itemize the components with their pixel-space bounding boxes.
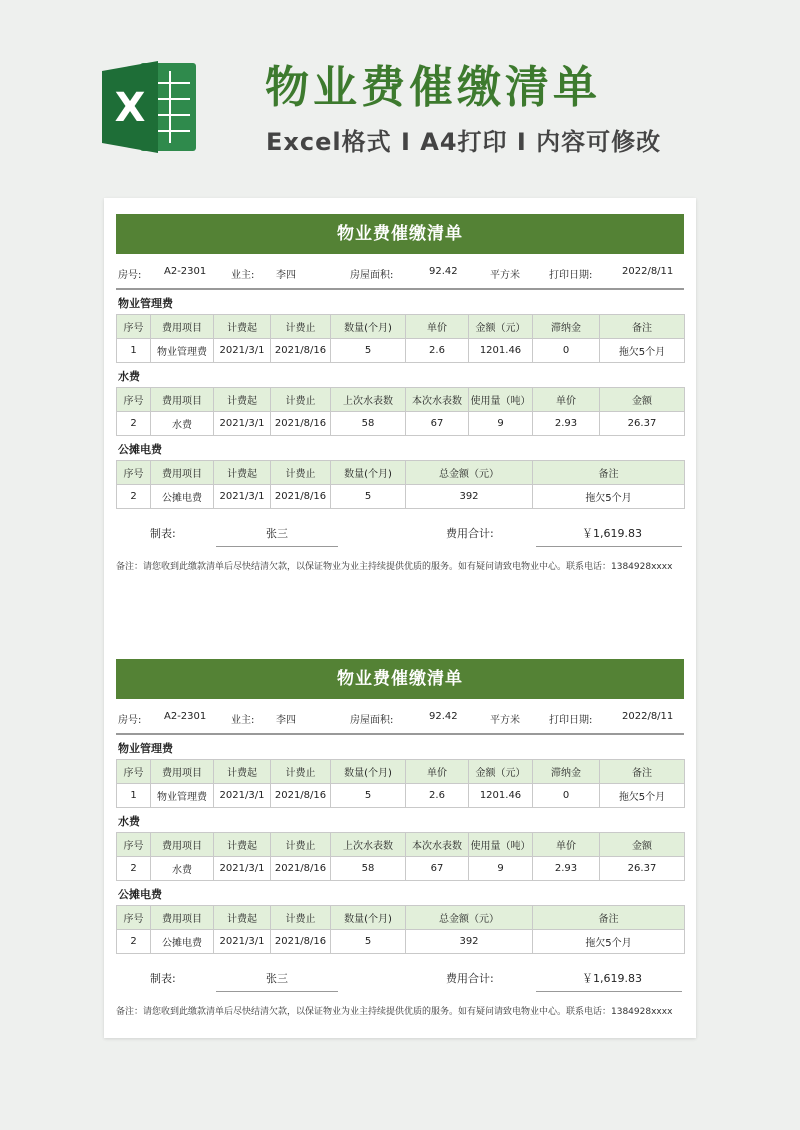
water-section-label: 水费 [118,370,140,383]
column-header: 备注 [600,315,685,339]
table-cell: 物业管理费 [151,339,214,363]
table-cell: 公摊电费 [151,930,214,954]
column-header: 计费起 [214,906,271,930]
table-cell: 5 [331,485,406,509]
table-cell: 392 [406,485,533,509]
signature-row [116,954,684,994]
column-header: 上次水表数 [331,388,406,412]
column-header: 备注 [533,461,685,485]
table-cell: 2 [117,857,151,881]
bill-title-banner: 物业费催缴清单 [116,214,684,254]
total-underline [536,546,682,547]
water-section-label: 水费 [118,815,140,828]
column-header: 费用项目 [151,833,214,857]
column-header: 金额（元） [469,315,533,339]
page-title: 物业费催缴清单 [265,62,601,113]
column-header: 计费止 [271,833,331,857]
signature-row [116,509,684,549]
column-header: 序号 [117,760,151,784]
column-header: 计费起 [214,760,271,784]
column-header: 数量(个月) [331,760,406,784]
bill-info-row [116,254,684,290]
table-cell: 2.93 [533,412,600,436]
table-cell: 392 [406,930,533,954]
area-label: 房屋面积: [350,270,394,281]
total-value: ￥1,619.83 [582,972,642,985]
maker-label: 制表: [150,972,176,985]
table-cell: 水费 [151,412,214,436]
table-cell: 拖欠5个月 [533,485,685,509]
table-cell: 1 [117,784,151,808]
table-cell: 2021/8/16 [271,485,331,509]
table-header-row [117,461,685,485]
column-header: 单价 [533,388,600,412]
maker-value: 张三 [266,527,288,540]
table-cell: 2021/3/1 [214,930,271,954]
column-header: 费用项目 [151,461,214,485]
column-header: 计费止 [271,760,331,784]
column-header: 计费止 [271,315,331,339]
column-header: 滞纳金 [533,760,600,784]
column-header: 金额 [600,833,685,857]
table-row [117,784,685,808]
total-underline [536,991,682,992]
table-cell: 1201.46 [469,784,533,808]
column-header: 费用项目 [151,315,214,339]
column-header: 数量(个月) [331,315,406,339]
maker-value: 张三 [266,972,288,985]
table-header-row [117,388,685,412]
table-cell: 2.6 [406,784,469,808]
bill-info-row [116,699,684,735]
column-header: 数量(个月) [331,461,406,485]
table-cell: 58 [331,412,406,436]
table-cell: 0 [533,339,600,363]
page-subtitle: Excel格式 I A4打印 I 内容可修改 [266,128,662,156]
table-cell: 2021/3/1 [214,339,271,363]
table-cell: 公摊电费 [151,485,214,509]
excel-logo-icon [100,57,200,157]
table-cell: 2021/8/16 [271,857,331,881]
water-fee-table [116,832,685,881]
column-header: 上次水表数 [331,833,406,857]
table-cell: 26.37 [600,857,685,881]
table-cell: 26.37 [600,412,685,436]
area-unit: 平方米 [490,270,520,281]
table-header-row [117,833,685,857]
total-label: 费用合计: [446,972,494,985]
header [0,0,800,190]
mgmt-section-label: 物业管理费 [118,297,173,310]
column-header: 费用项目 [151,388,214,412]
table-cell: 2021/3/1 [214,784,271,808]
column-header: 备注 [533,906,685,930]
total-value: ￥1,619.83 [582,527,642,540]
excel-logo-letter: X [114,85,146,131]
owner-label: 业主: [231,715,255,726]
column-header: 费用项目 [151,906,214,930]
table-cell: 2.6 [406,339,469,363]
table-cell: 5 [331,930,406,954]
column-header: 计费起 [214,315,271,339]
area-label: 房屋面积: [350,715,394,726]
column-header: 数量(个月) [331,906,406,930]
column-header: 序号 [117,461,151,485]
area-value: 92.42 [429,711,458,722]
table-cell: 2.93 [533,857,600,881]
table-cell: 物业管理费 [151,784,214,808]
table-cell: 2 [117,412,151,436]
table-header-row [117,760,685,784]
table-cell: 58 [331,857,406,881]
column-header: 滞纳金 [533,315,600,339]
table-row [117,339,685,363]
table-cell: 2021/3/1 [214,857,271,881]
column-header: 单价 [406,760,469,784]
table-cell: 1201.46 [469,339,533,363]
table-cell: 2021/8/16 [271,784,331,808]
column-header: 本次水表数 [406,833,469,857]
total-label: 费用合计: [446,527,494,540]
table-cell: 2 [117,930,151,954]
maker-underline [216,991,338,992]
column-header: 序号 [117,388,151,412]
owner-label: 业主: [231,270,255,281]
table-cell: 9 [469,412,533,436]
maker-underline [216,546,338,547]
bill-note: 备注：请您收到此缴款清单后尽快结清欠款，以保证物业为业主持续提供优质的服务。如有疑问请致电物业中心。联系电话：1384928xxxx [116,562,673,572]
table-header-row [117,315,685,339]
table-cell: 拖欠5个月 [600,339,685,363]
column-header: 本次水表数 [406,388,469,412]
table-cell: 2021/3/1 [214,412,271,436]
electric-fee-table [116,905,685,954]
table-row [117,412,685,436]
room-label: 房号: [118,270,142,281]
room-value: A2-2301 [164,266,207,277]
column-header: 金额（元） [469,760,533,784]
maker-label: 制表: [150,527,176,540]
table-cell: 拖欠5个月 [600,784,685,808]
column-header: 费用项目 [151,760,214,784]
column-header: 计费起 [214,833,271,857]
table-cell: 5 [331,784,406,808]
area-value: 92.42 [429,266,458,277]
bill-title-banner: 物业费催缴清单 [116,659,684,699]
column-header: 总金额（元） [406,461,533,485]
owner-value: 李四 [276,270,296,281]
room-label: 房号: [118,715,142,726]
table-cell: 2021/3/1 [214,485,271,509]
date-label: 打印日期: [549,270,593,281]
table-cell: 5 [331,339,406,363]
column-header: 单价 [406,315,469,339]
water-fee-table [116,387,685,436]
column-header: 备注 [600,760,685,784]
column-header: 计费止 [271,388,331,412]
table-cell: 0 [533,784,600,808]
date-value: 2022/8/11 [622,266,674,277]
owner-value: 李四 [276,715,296,726]
column-header: 计费止 [271,906,331,930]
column-header: 计费起 [214,388,271,412]
column-header: 计费起 [214,461,271,485]
table-cell: 拖欠5个月 [533,930,685,954]
bill-copy-2 [116,659,684,1018]
column-header: 总金额（元） [406,906,533,930]
column-header: 计费止 [271,461,331,485]
table-header-row [117,906,685,930]
area-unit: 平方米 [490,715,520,726]
table-cell: 2021/8/16 [271,930,331,954]
bill-note: 备注：请您收到此缴款清单后尽快结清欠款，以保证物业为业主持续提供优质的服务。如有疑问请致电物业中心。联系电话：1384928xxxx [116,1007,673,1017]
electric-section-label: 公摊电费 [118,443,162,456]
column-header: 金额 [600,388,685,412]
table-cell: 水费 [151,857,214,881]
column-header: 序号 [117,315,151,339]
electric-section-label: 公摊电费 [118,888,162,901]
table-row [117,485,685,509]
column-header: 序号 [117,833,151,857]
table-cell: 67 [406,412,469,436]
table-row [117,857,685,881]
bill-copy-1 [116,214,684,573]
document-sheet [104,198,696,1038]
table-cell: 2 [117,485,151,509]
table-cell: 9 [469,857,533,881]
column-header: 使用量（吨） [469,833,533,857]
table-row [117,930,685,954]
column-header: 单价 [533,833,600,857]
mgmt-fee-table [116,759,685,808]
date-label: 打印日期: [549,715,593,726]
table-cell: 67 [406,857,469,881]
column-header: 序号 [117,906,151,930]
date-value: 2022/8/11 [622,711,674,722]
electric-fee-table [116,460,685,509]
room-value: A2-2301 [164,711,207,722]
table-cell: 2021/8/16 [271,339,331,363]
table-cell: 2021/8/16 [271,412,331,436]
table-cell: 1 [117,339,151,363]
column-header: 使用量（吨） [469,388,533,412]
mgmt-section-label: 物业管理费 [118,742,173,755]
mgmt-fee-table [116,314,685,363]
